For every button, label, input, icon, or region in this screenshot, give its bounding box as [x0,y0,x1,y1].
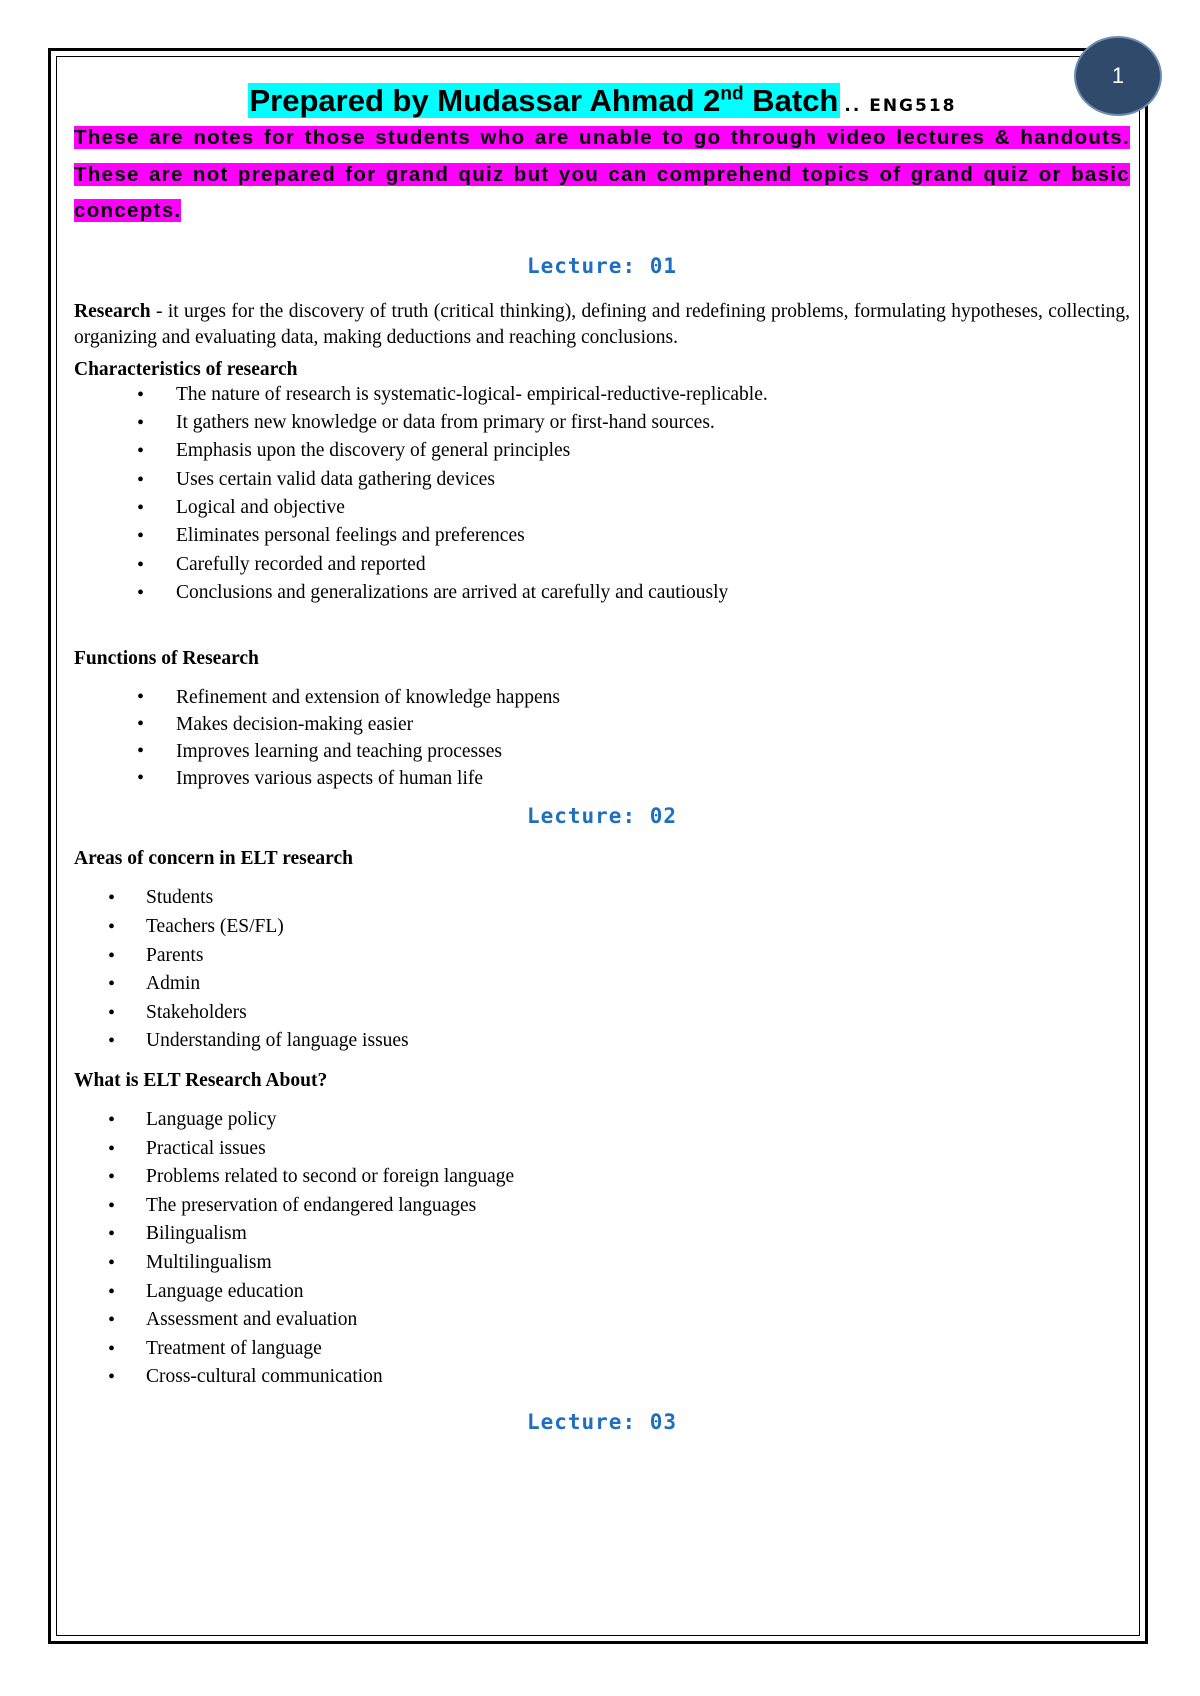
document-title [74,72,1130,118]
page-number: 1 [1111,63,1125,88]
areas-list [74,884,1130,1056]
elt-about-heading: What is ELT Research About? [74,1069,328,1091]
list-item: • Stakeholders [74,999,1130,1028]
list-item: • Improves various aspects of human life [74,765,1130,792]
list-item: • Problems related to second or foreign language [74,1163,1130,1192]
list-item: • Teachers (ES/FL) [74,913,1130,942]
list-item: • Emphasis upon the discovery of general principles [74,437,1130,465]
areas-heading: Areas of concern in ELT research [74,848,353,870]
research-definition [74,299,1130,351]
course-code: .. ENG518 [844,96,957,117]
list-item: • The nature of research is systematic-logical- empirical-reductive-replicable. [74,381,1130,409]
list-item: • Language policy [74,1106,1130,1135]
elt-about-list [74,1106,1130,1392]
lecture-03-heading: Lecture: 03 [526,1409,678,1434]
title-superscript: nd [720,84,744,105]
research-term: Research [74,300,151,322]
lecture-02-heading: Lecture: 02 [526,804,678,829]
list-item: • Bilingualism [74,1220,1130,1249]
list-item: • It gathers new knowledge or data from primary or first-hand sources. [74,409,1130,437]
list-item: • Cross-cultural communication [74,1363,1130,1392]
title-text-end: Batch [743,83,839,119]
functions-list [74,684,1130,793]
list-item: • Carefully recorded and reported [74,551,1130,579]
list-item: • The preservation of endangered languages [74,1192,1130,1221]
characteristics-heading: Characteristics of research [74,358,298,380]
list-item: • Eliminates personal feelings and preferences [74,522,1130,550]
research-definition-text: - it urges for the discovery of truth (critical thinking), defining and redefining problems, formulating hypotheses, collecting, organizing and evaluating data, making deductions and reaching conclusions. [74,300,1130,348]
title-highlight [248,83,841,118]
list-item: • Students [74,884,1130,913]
list-item: • Understanding of language issues [74,1027,1130,1056]
lecture-01-heading: Lecture: 01 [526,253,678,278]
characteristics-list [74,381,1130,608]
document-body [74,72,1130,1434]
notice-text [74,120,1130,230]
list-item: • Practical issues [74,1135,1130,1164]
list-item: • Conclusions and generalizations are arrived at carefully and cautiously [74,579,1130,607]
list-item: • Language education [74,1278,1130,1307]
list-item: • Assessment and evaluation [74,1306,1130,1335]
list-item: • Improves learning and teaching processes [74,738,1130,765]
list-item: • Treatment of language [74,1335,1130,1364]
list-item: • Refinement and extension of knowledge happens [74,684,1130,711]
list-item: • Parents [74,942,1130,971]
list-item: • Makes decision-making easier [74,711,1130,738]
list-item: • Logical and objective [74,494,1130,522]
list-item: • Uses certain valid data gathering devices [74,466,1130,494]
notice-highlight: These are notes for those students who are unable to go through video lectures & handouts. These are not prepared for grand quiz but you can comprehend topics of grand quiz or basic concepts. [74,126,1130,222]
list-item: • Admin [74,970,1130,999]
title-text: Prepared by Mudassar Ahmad 2 [249,83,721,119]
list-item: • Multilingualism [74,1249,1130,1278]
functions-heading: Functions of Research [74,647,259,669]
